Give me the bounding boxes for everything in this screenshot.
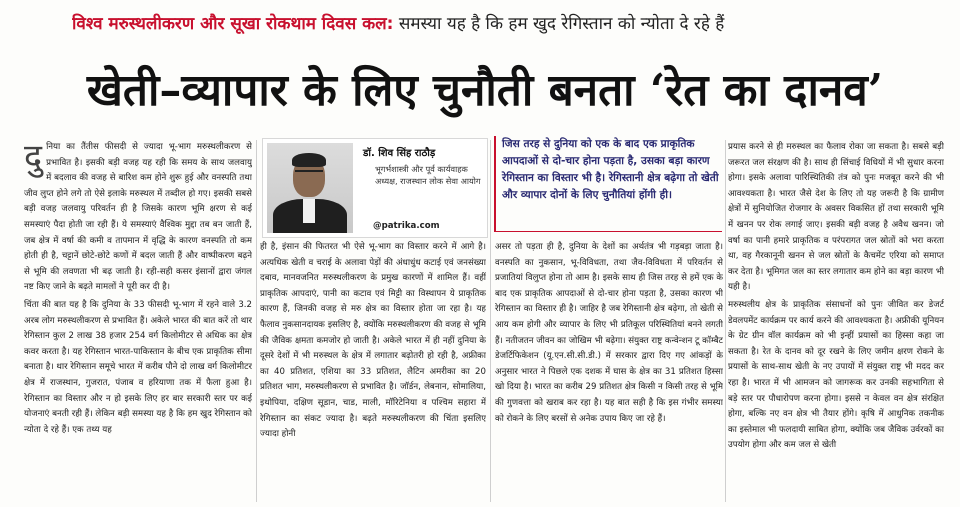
column-divider	[725, 140, 726, 502]
article-column-1	[24, 140, 252, 502]
kicker-line	[72, 8, 912, 40]
author-photo	[267, 143, 353, 233]
dropcap: दु	[24, 140, 43, 177]
headline: खेती–व्यापार के लिए चुनौती बनता ‘रेत का दानव’	[86, 65, 884, 116]
pull-quote: जिस तरह से दुनिया को एक के बाद एक प्राकृतिक आपदाओं से दो-चार होना पड़ता है, उसका बड़ा कारण रेगिस्तान का विस्तार भी है। रेगिस्तानी क्षेत्र बढ़ेगा तो खेती और व्यापार दोनों के लिए चुनौतियां होंगी ही।	[494, 136, 722, 232]
column-1-paragraph-2: चिंता की बात यह है कि दुनिया के 33 फीसदी भू-भाग में रहने वाले 3.2 अरब लोग मरुस्थलीकरण से प्रभावित हैं। अकेले भारत की बात करें तो थार रेगिस्तान कुल 2 लाख 38 हजार 254 वर्ग किलोमीटर से अधिक का क्षेत्र कवर करता है। यह रेगिस्तान भारत-पाकिस्तान के बीच एक प्राकृतिक सीमा बनाता है। थार रेगिस्तान समूचे भारत में करीब पौने दो लाख वर्ग किलोमीटर क्षेत्र में राजस्थान, गुजरात, पंजाब व हरियाणा तक में फैला हुआ है। रेगिस्तान का विस्तार और न हो इसके लिए हर बार सरकारी स्तर पर कई योजनाएं बनती रही हैं। लेकिन बड़ी समस्या यह है कि हम खुद रेगिस्तान को न्योता दे रहे हैं। एक तथ्य यह	[24, 299, 252, 435]
author-box	[262, 138, 488, 238]
author-title: भूगर्भशास्त्री और पूर्व कार्यवाहक अध्यक्ष, राजस्थान लोक सेवा आयोग	[375, 164, 481, 186]
column-divider	[490, 140, 491, 502]
column-divider	[256, 140, 257, 502]
author-name: डॉ. शिव सिंह राठौड़	[363, 148, 436, 159]
column-3-text: असर तो पड़ता ही है, दुनिया के देशों का अर्थतंत्र भी गड़बड़ा जाता है। वनस्पति का नुकसान, भू-विविधता, तथा जैव-विविधता में परिवर्तन से प्रजातियां विलुप्त होना तो आम है। इसके साथ ही जिस तरह से हमें एक के बाद एक प्राकृतिक आपदाओं से दो-चार होना पड़ता है, उसका कारण भी रेगिस्तान का विस्तार ही है। जाहिर है जब रेगिस्तानी क्षेत्र बढ़ेगा, तो खेती से आय कम होगी और व्यापार के लिए भी प्रतिकूल परिस्थितियां बनने लगती हैं। नतीजतन जीवन का जोखिम भी बढ़ेगा। संयुक्त राष्ट्र कन्वेन्शन टू कॉम्बैट डेजर्टिफिकेशन (यू.एन.सी.सी.डी.) में सरकार द्वारा दिए गए आंकड़ों के अनुसार भारत ने पिछले एक दशक में घास के क्षेत्र का 31 प्रतिशत हिस्सा खो दिया है। भारत का करीब 29 प्रतिशत क्षेत्र किसी न किसी तरह से भूमि की गुणवत्ता को खराब कर रहा है। यह बात सही है कि इस गंभीर समस्या को रोकने के लिए बरसों से अनेक उपाय किए जा रहे हैं।	[495, 242, 723, 424]
column-4-paragraph-2: मरुस्थलीय क्षेत्र के प्राकृतिक संसाधनों को पुनः जीवित कर डेजर्ट डेवलपमेंट कार्यक्रम पर कार्य करने की आवश्यकता है। अफ्रीकी यूनियन के ग्रेट ग्रीन वॉल कार्यक्रम को भी इन्हीं प्रयासों का हिस्सा कहा जा सकता है। रेत के दानव को दूर रखने के लिए जमीन क्षरण रोकने के प्रयासों के साथ-साथ खेती के नए उपायों में संयुक्त राष्ट्र भी मदद कर रहा है। भारत में भी आमजन को जागरूक कर उनकी सहभागिता से बड़े स्तर पर पौधारोपण करना होगा। इससे न केवल वन क्षेत्र संरक्षित होगा, बल्कि नए वन क्षेत्र भी तैयार होंगे। कृषि में आधुनिक तकनीक का इस्तेमाल भी फलदायी साबित होगा, क्योंकि जब जैविक उर्वरकों का उपयोग होगा और कम जल से खेती	[728, 299, 944, 451]
author-handle: @patrika.com	[373, 221, 440, 231]
kicker-highlight: विश्व मरुस्थलीकरण और सूखा रोकथाम दिवस कल:	[72, 14, 394, 34]
kicker-subtitle: समस्या यह है कि हम खुद रेगिस्तान को न्योता दे रहे हैं	[398, 14, 725, 34]
column-4-paragraph-1: प्रयास करने से ही मरुस्थल का फैलाव रोका जा सकता है। सबसे बड़ी जरूरत जल संरक्षण की है। साथ ही सिंचाई विधियों में भी सुधार करना होगा। इसके अलावा पारिस्थितिकी तंत्र को पुनः मजबूत करने की भी आवश्यकता है। भारत जैसे देश के लिए तो यह जरूरी है कि ग्रामीण क्षेत्रों में सुनियोजित रोजगार के अवसर विकसित हों तथा सरकारी भूमि में खनन पर रोक लगाई जाए। इसकी बड़ी वजह है अवैध खनन। जो वर्षा का पानी हमारे प्राकृतिक व परंपरागत जल स्रोतों को भरा करता था, वह गैरकानूनी खनन से जल स्रोतों के कैचमेंट एरिया को समाप्त कर देता है। भूमिगत जल का स्तर लगातार कम होने का बड़ा कारण भी यही है।	[728, 142, 944, 293]
column-1-paragraph-1: निया का तैंतीस फीसदी से ज्यादा भू-भाग मरुस्थलीकरण से प्रभावित है। इसकी बड़ी वजह यह रही कि समय के साथ जलवायु में बदलाव की वजह से बारिश कम होने शुरू हुई और वनस्पति तथा जीव लुप्त होने लगे तो ऐसे इलाके मरुस्थल में तब्दील हो गए। इसकी सबसे बड़ी वजह जलवायु परिवर्तन ही है जिसके कारण भूमि क्षरण से कई समस्याएं पैदा होती जा रही हैं। ये समस्याएं वैश्विक मुद्दा तब बन जाती हैं, जब क्षेत्र में वर्षा की कमी व तापमान में वृद्धि के कारण वनस्पति तो कम होती ही है, चट्टानें छोटे-छोटे कणों में बदल जाती हैं और वाष्पीकरण बढ़ने से भूमि की लवणता भी बढ़ जाती है। रही-सही कसर इंसानों द्वारा जंगल नष्ट किए जाने के बढ़ते मामलों ने पूरी कर दी है।	[24, 142, 252, 293]
article-column-4	[728, 140, 944, 502]
article-column-3	[495, 240, 723, 502]
column-2-text: ही है, इंसान की फितरत भी ऐसे भू-भाग का विस्तार करने में आगे है। अत्यधिक खेती व चराई के अलावा पेड़ों की अंधाधुंध कटाई एवं जनसंख्या दबाव, मानवजनित मरुस्थलीकरण के प्रमुख कारणों में शामिल हैं। वहीं प्राकृतिक आपदाएं, पानी का कटाव एवं मिट्टी का विस्थापन ये प्राकृतिक कारण हैं, जिनकी वजह से मरु क्षेत्र का विस्तार होता जा रहा है। यह फैलाव नुकसानदायक इसलिए है, क्योंकि मरुस्थलीकरण की वजह से भूमि की जैविक क्षमता कमजोर हो जाती है। अकेले भारत में ही नहीं दुनिया के दूसरे देशों में भी मरुस्थल के क्षेत्र में लगातार बढ़ोतरी हो रही है, अफ्रीका का 40 प्रतिशत, एशिया का 33 प्रतिशत, लैटिन अमरीका का 20 प्रतिशत भाग, मरुस्थलीकरण से प्रभावित है। जॉर्डन, लेबनान, सोमालिया, इथोपिया, दक्षिण सूडान, चाड, माली, मॉरिटेनिया व पश्चिम सहारा में रेगिस्तान का संकट ज्यादा है। बढ़ते मरुस्थलीकरण की चिंता इसलिए ज्यादा होनी	[260, 242, 486, 440]
article-column-2	[260, 240, 486, 502]
